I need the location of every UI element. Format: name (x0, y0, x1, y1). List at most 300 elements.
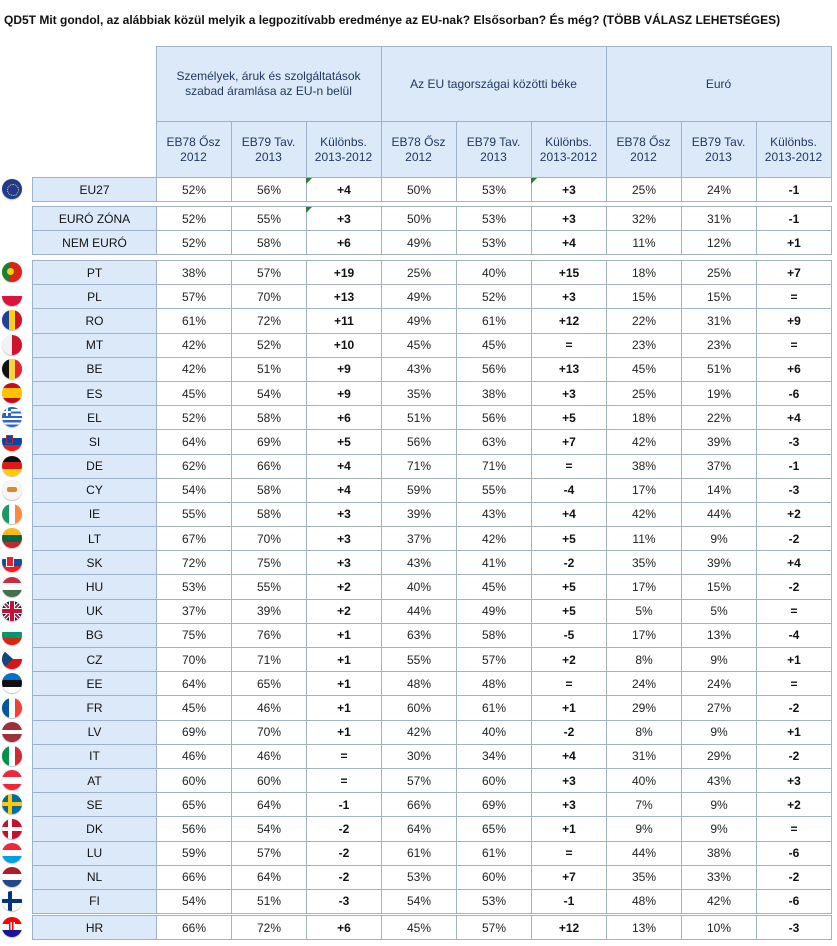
value-cell: 35% (382, 381, 457, 405)
value-cell: 25% (382, 261, 457, 285)
value-cell: 27% (682, 696, 757, 720)
value-cell: 38% (457, 381, 532, 405)
value-cell: 50% (382, 207, 457, 231)
difference-cell: -2 (532, 720, 607, 744)
value-cell: 51% (232, 357, 307, 381)
value-cell: 30% (382, 744, 457, 768)
row-label: HR (33, 916, 157, 940)
row-label: UK (33, 599, 157, 623)
difference-cell: -3 (757, 916, 832, 940)
column-header: Különbs. 2013-2012 (531, 122, 606, 179)
row-label: LU (33, 841, 157, 865)
difference-cell: +6 (307, 231, 382, 255)
row-label: FR (33, 696, 157, 720)
row-label: ES (33, 381, 157, 405)
row-label: RO (33, 309, 157, 333)
difference-cell: -5 (532, 623, 607, 647)
value-cell: 69% (232, 430, 307, 454)
data-table-block (32, 206, 832, 255)
value-cell: 11% (607, 527, 682, 551)
value-cell: 57% (457, 648, 532, 672)
value-cell: 9% (682, 793, 757, 817)
value-cell: 38% (607, 454, 682, 478)
value-cell: 57% (157, 285, 232, 309)
difference-cell: +10 (307, 333, 382, 357)
value-cell: 57% (232, 261, 307, 285)
flag-pl-icon (2, 286, 22, 306)
difference-cell: +3 (532, 178, 607, 202)
row-label: IT (33, 744, 157, 768)
difference-cell: -1 (307, 793, 382, 817)
value-cell: 54% (382, 889, 457, 913)
value-cell: 40% (382, 575, 457, 599)
difference-cell: +4 (757, 406, 832, 430)
value-cell: 29% (607, 696, 682, 720)
row-label: IE (33, 502, 157, 526)
value-cell: 22% (607, 309, 682, 333)
column-header: EB78 Ősz 2012 (606, 122, 681, 179)
data-table-block (32, 177, 832, 202)
value-cell: 24% (682, 178, 757, 202)
difference-cell: +3 (532, 768, 607, 792)
table-row (33, 865, 832, 889)
difference-cell: = (757, 333, 832, 357)
difference-cell: -3 (757, 478, 832, 502)
value-cell: 9% (682, 648, 757, 672)
flag-nl-icon (2, 867, 22, 887)
row-label: NEM EURÓ (33, 231, 157, 255)
value-cell: 24% (607, 672, 682, 696)
difference-cell: +11 (307, 309, 382, 333)
flag-at-icon (2, 770, 22, 790)
value-cell: 40% (457, 720, 532, 744)
flag-cz-icon (2, 649, 22, 669)
row-label: EE (33, 672, 157, 696)
row-label: BE (33, 357, 157, 381)
difference-cell: +13 (307, 285, 382, 309)
value-cell: 44% (682, 502, 757, 526)
value-cell: 66% (157, 916, 232, 940)
value-cell: 7% (607, 793, 682, 817)
value-cell: 72% (157, 551, 232, 575)
table-row (33, 744, 832, 768)
value-cell: 58% (232, 502, 307, 526)
group-header-free-movement: Személyek, áruk és szolgáltatások szabad áramlása az EU-n belül (156, 47, 381, 122)
flag-se-icon (2, 794, 22, 814)
value-cell: 42% (607, 430, 682, 454)
value-cell: 52% (157, 231, 232, 255)
value-cell: 61% (382, 841, 457, 865)
row-label: SE (33, 793, 157, 817)
difference-cell: +2 (757, 502, 832, 526)
difference-cell: = (757, 285, 832, 309)
difference-cell: +3 (532, 381, 607, 405)
value-cell: 54% (232, 817, 307, 841)
value-cell: 9% (682, 817, 757, 841)
value-cell: 52% (157, 207, 232, 231)
value-cell: 9% (682, 527, 757, 551)
value-cell: 43% (382, 357, 457, 381)
column-header: Különbs. 2013-2012 (306, 122, 381, 179)
value-cell: 25% (607, 381, 682, 405)
value-cell: 53% (457, 207, 532, 231)
value-cell: 31% (682, 309, 757, 333)
table-row (33, 178, 832, 202)
column-header: Különbs. 2013-2012 (756, 122, 831, 179)
difference-cell: +4 (307, 454, 382, 478)
table-row (33, 357, 832, 381)
table-row (33, 889, 832, 913)
flag-lv-icon (2, 722, 22, 742)
value-cell: 11% (607, 231, 682, 255)
value-cell: 18% (607, 406, 682, 430)
value-cell: 15% (682, 285, 757, 309)
value-cell: 67% (157, 527, 232, 551)
value-cell: 61% (157, 309, 232, 333)
value-cell: 15% (682, 575, 757, 599)
value-cell: 66% (382, 793, 457, 817)
row-label: CY (33, 478, 157, 502)
difference-cell: +3 (532, 285, 607, 309)
row-label: DK (33, 817, 157, 841)
value-cell: 34% (457, 744, 532, 768)
value-cell: 13% (682, 623, 757, 647)
flag-lu-icon (2, 843, 22, 863)
difference-cell: +9 (307, 357, 382, 381)
data-table-block (32, 260, 832, 914)
value-cell: 38% (157, 261, 232, 285)
value-cell: 65% (157, 793, 232, 817)
value-cell: 64% (232, 865, 307, 889)
difference-cell: +1 (757, 720, 832, 744)
difference-cell: = (532, 672, 607, 696)
difference-cell: +1 (532, 696, 607, 720)
table-row (33, 406, 832, 430)
value-cell: 49% (382, 285, 457, 309)
value-cell: 25% (607, 178, 682, 202)
difference-cell: -2 (757, 696, 832, 720)
row-label: AT (33, 768, 157, 792)
difference-cell: +2 (532, 648, 607, 672)
difference-cell: -3 (307, 889, 382, 913)
value-cell: 45% (157, 696, 232, 720)
difference-cell: +2 (307, 575, 382, 599)
flag-es-icon (2, 383, 22, 403)
table-row (33, 696, 832, 720)
difference-cell: +13 (532, 357, 607, 381)
flag-be-icon (2, 359, 22, 379)
row-label: CZ (33, 648, 157, 672)
difference-cell: +5 (532, 527, 607, 551)
value-cell: 45% (457, 575, 532, 599)
column-header: EB78 Ősz 2012 (381, 122, 456, 179)
value-cell: 43% (382, 551, 457, 575)
table-header (32, 46, 832, 179)
difference-cell: +1 (307, 672, 382, 696)
row-label: EL (33, 406, 157, 430)
difference-cell: +5 (307, 430, 382, 454)
difference-cell: +3 (307, 551, 382, 575)
value-cell: 61% (457, 309, 532, 333)
difference-cell: +12 (532, 916, 607, 940)
difference-cell: +4 (757, 551, 832, 575)
table-row (33, 502, 832, 526)
value-cell: 33% (682, 865, 757, 889)
flag-cy-icon (2, 480, 22, 500)
difference-cell: +3 (307, 207, 382, 231)
value-cell: 54% (157, 889, 232, 913)
value-cell: 72% (232, 916, 307, 940)
column-header: EB79 Tav. 2013 (681, 122, 756, 179)
value-cell: 53% (457, 178, 532, 202)
value-cell: 31% (682, 207, 757, 231)
flag-ro-icon (2, 310, 22, 330)
value-cell: 57% (232, 841, 307, 865)
difference-cell: -2 (757, 865, 832, 889)
value-cell: 56% (382, 430, 457, 454)
flag-fr-icon (2, 698, 22, 718)
difference-cell: +4 (532, 744, 607, 768)
value-cell: 56% (157, 817, 232, 841)
group-header-euro: Euró (606, 47, 831, 122)
value-cell: 58% (232, 231, 307, 255)
table-row (33, 672, 832, 696)
difference-cell: -1 (757, 207, 832, 231)
difference-cell: = (757, 672, 832, 696)
difference-cell: = (757, 817, 832, 841)
difference-cell: +7 (757, 261, 832, 285)
value-cell: 24% (682, 672, 757, 696)
difference-cell: = (532, 333, 607, 357)
difference-cell: = (307, 768, 382, 792)
cell-comment-marker-icon (531, 178, 537, 184)
value-cell: 22% (682, 406, 757, 430)
value-cell: 13% (607, 916, 682, 940)
value-cell: 75% (157, 623, 232, 647)
value-cell: 41% (457, 551, 532, 575)
value-cell: 45% (157, 381, 232, 405)
row-label: PT (33, 261, 157, 285)
value-cell: 32% (607, 207, 682, 231)
value-cell: 60% (382, 696, 457, 720)
value-cell: 71% (457, 454, 532, 478)
flag-dk-icon (2, 819, 22, 839)
value-cell: 48% (382, 672, 457, 696)
value-cell: 23% (607, 333, 682, 357)
group-header-peace: Az EU tagországai közötti béke (381, 47, 606, 122)
flag-ee-icon (2, 673, 22, 693)
table-row (33, 551, 832, 575)
value-cell: 52% (232, 333, 307, 357)
difference-cell: +3 (532, 207, 607, 231)
difference-cell: +3 (307, 527, 382, 551)
difference-cell: -1 (757, 178, 832, 202)
difference-cell: +12 (532, 309, 607, 333)
value-cell: 70% (232, 720, 307, 744)
value-cell: 49% (382, 231, 457, 255)
value-cell: 53% (157, 575, 232, 599)
value-cell: 42% (457, 527, 532, 551)
flag-eu-icon (2, 179, 22, 199)
value-cell: 42% (682, 889, 757, 913)
value-cell: 55% (157, 502, 232, 526)
difference-cell: +1 (757, 648, 832, 672)
value-cell: 55% (232, 207, 307, 231)
table-row (33, 916, 832, 940)
difference-cell: = (532, 841, 607, 865)
value-cell: 37% (682, 454, 757, 478)
table-row (33, 648, 832, 672)
value-cell: 52% (457, 285, 532, 309)
difference-cell: +5 (532, 575, 607, 599)
flag-ie-icon (2, 504, 22, 524)
value-cell: 40% (457, 261, 532, 285)
flag-uk-icon (2, 601, 22, 621)
value-cell: 55% (232, 575, 307, 599)
table-row (33, 333, 832, 357)
row-label: HU (33, 575, 157, 599)
difference-cell: +19 (307, 261, 382, 285)
value-cell: 63% (382, 623, 457, 647)
flag-hr-icon (2, 917, 22, 937)
value-cell: 64% (157, 430, 232, 454)
value-cell: 64% (382, 817, 457, 841)
value-cell: 17% (607, 478, 682, 502)
value-cell: 46% (232, 744, 307, 768)
row-label: SI (33, 430, 157, 454)
difference-cell: +4 (307, 178, 382, 202)
difference-cell: -4 (532, 478, 607, 502)
cell-comment-marker-icon (306, 207, 312, 213)
value-cell: 14% (682, 478, 757, 502)
difference-cell: +3 (532, 793, 607, 817)
row-label: LT (33, 527, 157, 551)
value-cell: 48% (607, 889, 682, 913)
value-cell: 42% (157, 357, 232, 381)
difference-cell: +5 (532, 599, 607, 623)
value-cell: 9% (607, 817, 682, 841)
difference-cell: -2 (307, 841, 382, 865)
value-cell: 56% (232, 178, 307, 202)
difference-cell: +4 (532, 502, 607, 526)
value-cell: 64% (157, 672, 232, 696)
value-cell: 49% (382, 309, 457, 333)
difference-cell: +4 (532, 231, 607, 255)
difference-cell: +5 (532, 406, 607, 430)
value-cell: 39% (682, 551, 757, 575)
table-row (33, 768, 832, 792)
value-cell: 8% (607, 648, 682, 672)
table-row (33, 261, 832, 285)
value-cell: 45% (382, 916, 457, 940)
flag-mt-icon (2, 335, 22, 355)
value-cell: 52% (157, 406, 232, 430)
value-cell: 29% (682, 744, 757, 768)
value-cell: 63% (457, 430, 532, 454)
value-cell: 17% (607, 575, 682, 599)
value-cell: 61% (457, 841, 532, 865)
row-label: LV (33, 720, 157, 744)
value-cell: 5% (607, 599, 682, 623)
difference-cell: +15 (532, 261, 607, 285)
difference-cell: -3 (757, 430, 832, 454)
table-row (33, 381, 832, 405)
difference-cell: +3 (307, 502, 382, 526)
value-cell: 55% (382, 648, 457, 672)
flag-sk-icon (2, 552, 22, 572)
flag-el-icon (2, 407, 22, 427)
value-cell: 60% (232, 768, 307, 792)
value-cell: 45% (382, 333, 457, 357)
difference-cell: -1 (532, 889, 607, 913)
value-cell: 45% (607, 357, 682, 381)
value-cell: 56% (457, 406, 532, 430)
value-cell: 46% (157, 744, 232, 768)
value-cell: 51% (682, 357, 757, 381)
value-cell: 75% (232, 551, 307, 575)
difference-cell: +1 (307, 648, 382, 672)
difference-cell: +9 (307, 381, 382, 405)
difference-cell: +7 (532, 865, 607, 889)
value-cell: 23% (682, 333, 757, 357)
value-cell: 39% (682, 430, 757, 454)
table-row (33, 430, 832, 454)
value-cell: 44% (382, 599, 457, 623)
table-row (33, 599, 832, 623)
difference-cell: +2 (757, 793, 832, 817)
value-cell: 10% (682, 916, 757, 940)
value-cell: 17% (607, 623, 682, 647)
value-cell: 72% (232, 309, 307, 333)
value-cell: 39% (232, 599, 307, 623)
value-cell: 65% (232, 672, 307, 696)
difference-cell: +1 (307, 623, 382, 647)
flag-pt-icon (2, 262, 22, 282)
value-cell: 53% (382, 865, 457, 889)
row-label: EURÓ ZÓNA (33, 207, 157, 231)
row-label: DE (33, 454, 157, 478)
value-cell: 31% (607, 744, 682, 768)
table-row (33, 720, 832, 744)
difference-cell: = (532, 454, 607, 478)
value-cell: 58% (232, 478, 307, 502)
table-row (33, 454, 832, 478)
row-label: EU27 (33, 178, 157, 202)
value-cell: 58% (457, 623, 532, 647)
value-cell: 54% (157, 478, 232, 502)
value-cell: 42% (607, 502, 682, 526)
value-cell: 59% (157, 841, 232, 865)
value-cell: 71% (382, 454, 457, 478)
flag-si-icon (2, 431, 22, 451)
table-row (33, 207, 832, 231)
row-label: BG (33, 623, 157, 647)
value-cell: 60% (157, 768, 232, 792)
value-cell: 70% (157, 648, 232, 672)
value-cell: 50% (382, 178, 457, 202)
flag-de-icon (2, 456, 22, 476)
difference-cell: = (757, 599, 832, 623)
flag-it-icon (2, 746, 22, 766)
difference-cell: +2 (307, 599, 382, 623)
value-cell: 51% (232, 889, 307, 913)
row-label: FI (33, 889, 157, 913)
difference-cell: -2 (757, 527, 832, 551)
row-label: NL (33, 865, 157, 889)
difference-cell: +6 (757, 357, 832, 381)
difference-cell: +1 (532, 817, 607, 841)
difference-cell: -2 (757, 744, 832, 768)
